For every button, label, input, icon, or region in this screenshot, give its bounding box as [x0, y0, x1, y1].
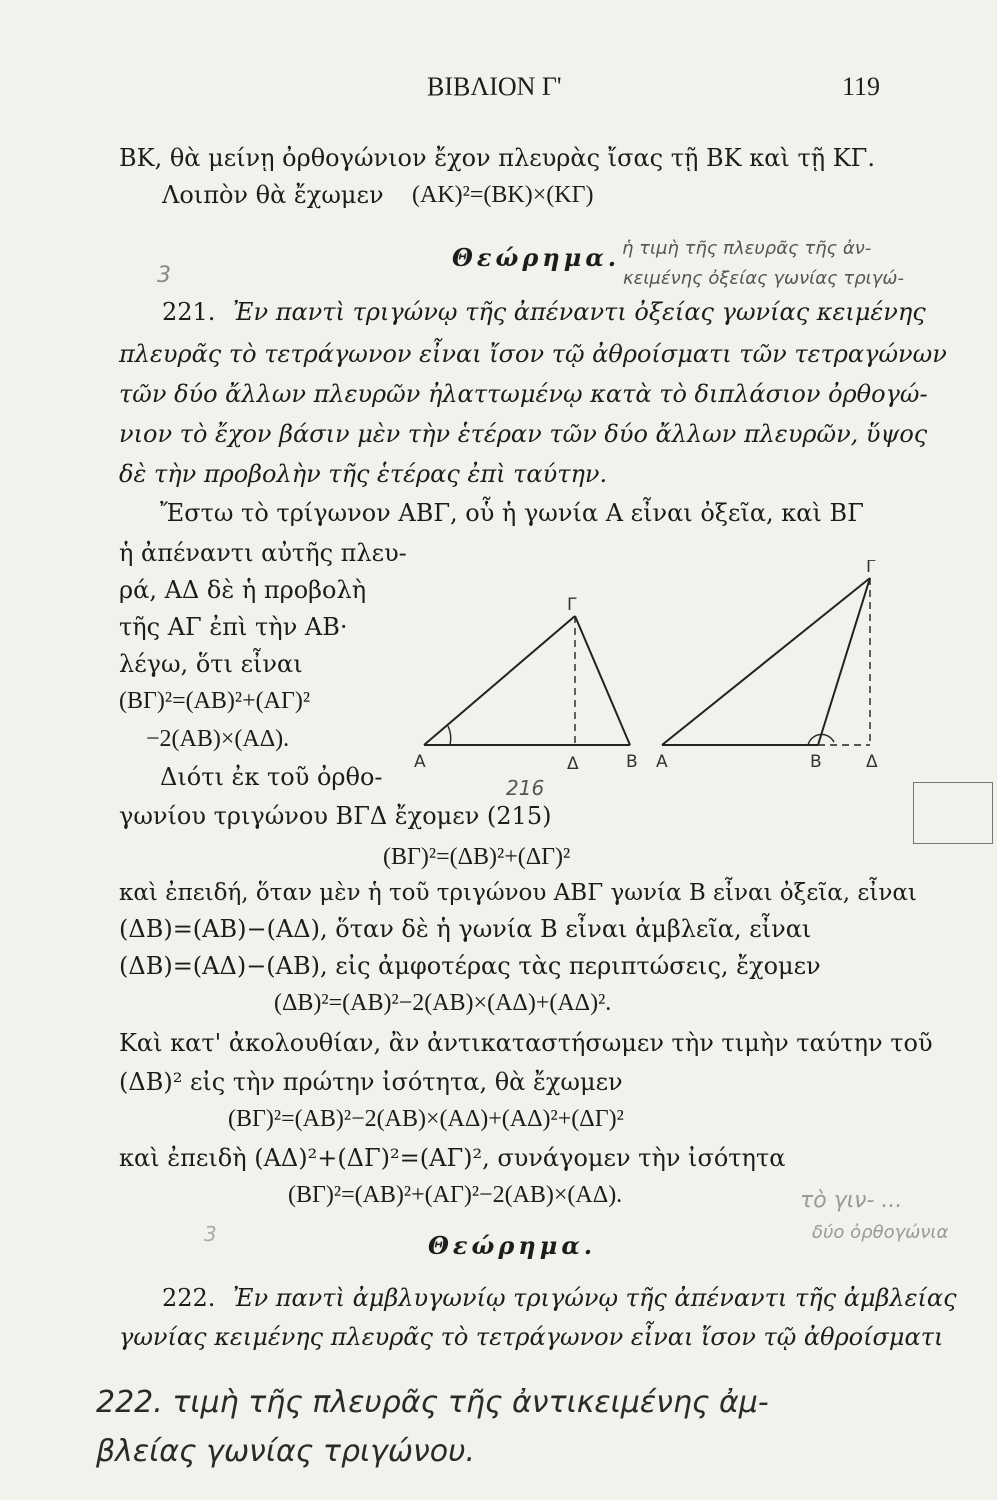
- intro-line-2-text: Λοιπὸν θὰ ἔχωμεν: [162, 181, 384, 209]
- proof-rest-line-1: γωνίου τριγώνου ΒΓΔ ἔχομεν (215): [119, 802, 552, 830]
- proof-formula-2: (ΔΒ)²=(ΑΒ)²−2(ΑΒ)×(ΑΔ)+(ΑΔ)².: [274, 990, 612, 1016]
- handwritten-note-right-1: τὸ γιν- ...: [800, 1188, 903, 1213]
- proof-formula-3: (ΒΓ)²=(ΑΒ)²−2(ΑΒ)×(ΑΔ)+(ΑΔ)²+(ΔΓ)²: [228, 1106, 624, 1132]
- left-label-B: Β: [626, 752, 638, 772]
- handwritten-footer-line-1: 222. τιμὴ τῆς πλευρᾶς τῆς ἀντικειμένης ἀμ-: [96, 1385, 769, 1420]
- intro-line-1: ΒΚ, θὰ μείνῃ ὀρθογώνιον ἔχον πλευρὰς ἴσας τῇ ΒΚ καὶ τῇ ΚΓ.: [119, 144, 875, 172]
- statement-line-5: δὲ τὴν προβολὴν τῆς ἑτέρας ἐπὶ ταύτην.: [119, 460, 608, 488]
- proof-rest-line-4: (ΔΒ)=(ΑΒ)−(ΑΔ), ὅταν δὲ ἡ γωνία Β εἶναι ἀμβλεῖα, εἶναι: [119, 915, 812, 943]
- right-label-B: Β: [810, 752, 822, 772]
- left-label-D: Δ: [567, 754, 579, 774]
- handwritten-margin-number: 3: [157, 263, 171, 288]
- handwritten-note-221-line-1: ἡ τιμὴ τῆς πλευρᾶς τῆς ἀν-: [622, 238, 872, 259]
- proof-formula-1: (ΒΓ)²=(ΔΒ)²+(ΔΓ)²: [383, 844, 571, 870]
- pencil-box: [913, 782, 993, 844]
- proof-rest-line-5: (ΔΒ)=(ΑΔ)−(ΑΒ), εἰς ἀμφοτέρας τὰς περιπτώσεις, ἔχομεν: [119, 952, 821, 980]
- handwritten-footer-line-2: βλείας γωνίας τριγώνου.: [96, 1434, 476, 1469]
- statement-line-1: Ἐν παντὶ τριγώνῳ τῆς ἀπέναντι ὀξείας γωνίας κειμένης: [233, 298, 926, 326]
- proof-col-line-2: ρά, ΑΔ δὲ ἡ προβολὴ: [119, 576, 367, 604]
- handwritten-ref-216: 216: [506, 776, 545, 800]
- statement-222-line-2: γωνίας κειμένης πλευρᾶς τὸ τετράγωνον εἶναι ἴσον τῷ ἀθροίσματι: [119, 1323, 944, 1351]
- handwritten-note-right-2: δύο ὀρθογώνια: [812, 1222, 949, 1243]
- theorem-number-221: 221.: [162, 298, 216, 326]
- proof-first-line: Ἔστω τὸ τρίγωνον ΑΒΓ, οὗ ἡ γωνία Α εἶναι ὀξεῖα, καὶ ΒΓ: [160, 499, 864, 527]
- handwritten-note-221-line-2: κειμένης ὀξείας γωνίας τριγώ-: [623, 268, 904, 289]
- statement-line-2: πλευρᾶς τὸ τετράγωνον εἶναι ἴσον τῷ ἀθροίσματι τῶν τετραγώνων: [119, 340, 947, 368]
- page-number: 119: [842, 72, 881, 101]
- running-title: ΒΙΒΛΙΟΝ Γ': [427, 72, 562, 101]
- handwritten-margin-number-222: 3: [204, 1222, 217, 1246]
- right-label-A: Α: [656, 752, 668, 772]
- proof-col-line-6: −2(ΑΒ)×(ΑΔ).: [146, 726, 290, 752]
- theorem-number-222: 222.: [162, 1284, 216, 1312]
- proof-col-line-5: (ΒΓ)²=(ΑΒ)²+(ΑΓ)²: [119, 688, 311, 714]
- proof-rest-line-8: (ΔΒ)² εἰς τὴν πρώτην ἰσότητα, θὰ ἔχωμεν: [119, 1068, 623, 1096]
- proof-rest-line-10: καὶ ἐπειδὴ (ΑΔ)²+(ΔΓ)²=(ΑΓ)², συνάγομεν τὴν ἰσότητα: [119, 1144, 786, 1172]
- right-label-G: Γ: [866, 560, 876, 577]
- triangle-figures: [400, 560, 960, 790]
- left-triangle: [424, 616, 630, 745]
- left-label-A: Α: [414, 752, 426, 772]
- proof-col-line-7: Διότι ἐκ τοῦ ὀρθο-: [160, 763, 383, 791]
- statement-222-line-1: Ἐν παντὶ ἀμβλυγωνίῳ τριγώνῳ τῆς ἀπέναντι τῆς ἀμβλείας: [233, 1284, 957, 1312]
- proof-rest-line-3: καὶ ἐπειδή, ὅταν μὲν ἡ τοῦ τριγώνου ΑΒΓ γωνία Β εἶναι ὀξεῖα, εἶναι: [119, 880, 917, 906]
- statement-line-4: νιον τὸ ἔχον βάσιν μὲν τὴν ἑτέραν τῶν δύο ἄλλων πλευρῶν, ὕψος: [119, 420, 928, 448]
- right-triangle: [662, 578, 870, 745]
- proof-col-line-4: λέγω, ὅτι εἶναι: [119, 650, 303, 678]
- theorem-heading: Θεώρημα.: [452, 243, 621, 272]
- theorem-heading-222: Θεώρημα.: [428, 1231, 597, 1260]
- statement-line-3: τῶν δύο ἄλλων πλευρῶν ἠλαττωμένῳ κατὰ τὸ διπλάσιον ὀρθογώ-: [119, 380, 928, 408]
- proof-col-line-3: τῆς ΑΓ ἐπὶ τὴν ΑΒ·: [119, 613, 348, 641]
- intro-line-2-formula: (ΑΚ)²=(ΒΚ)×(ΚΓ): [412, 182, 594, 208]
- proof-formula-4: (ΒΓ)²=(ΑΒ)²+(ΑΓ)²−2(ΑΒ)×(ΑΔ).: [288, 1182, 623, 1208]
- right-label-D: Δ: [866, 752, 878, 772]
- proof-col-line-1: ἡ ἀπέναντι αὐτῆς πλευ-: [119, 539, 407, 567]
- proof-rest-line-7: Καὶ κατ' ἀκολουθίαν, ἂν ἀντικαταστήσωμεν τὴν τιμὴν ταύτην τοῦ: [119, 1029, 933, 1057]
- left-label-G: Γ: [567, 595, 577, 615]
